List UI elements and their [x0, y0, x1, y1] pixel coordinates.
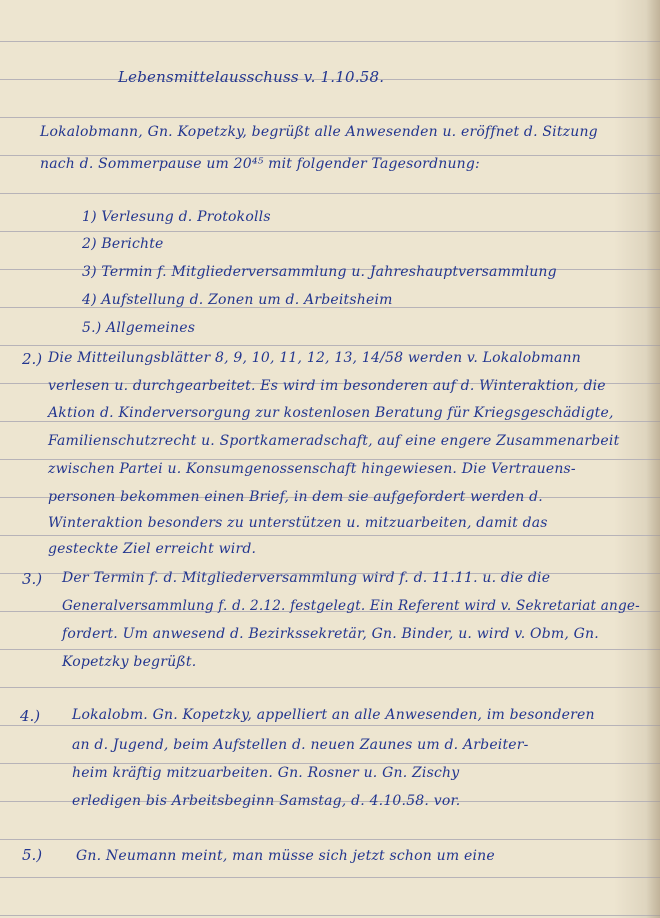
section-2-line-1: Die Mitteilungsblätter 8, 9, 10, 11, 12, 13, 14/58 werden v. Lokalobmann — [48, 350, 581, 366]
agenda-item-3: 3) Termin f. Mitgliederversammlung u. Jahreshauptversammlung — [82, 264, 557, 280]
section-4-line-2: an d. Jugend, beim Aufstellen d. neuen Zaunes um d. Arbeiter- — [72, 737, 529, 753]
agenda-item-4: 4) Aufstellung d. Zonen um d. Arbeitsheim — [82, 292, 393, 308]
section-2-line-4: Familienschutzrecht u. Sportkameradschaft, auf eine engere Zusammenarbeit — [48, 433, 620, 449]
section-2-line-7: Winteraktion besonders zu unterstützen u. mitzuarbeiten, damit das — [48, 515, 548, 531]
section-4-line-4: erledigen bis Arbeitsbeginn Samstag, d. 4.10.58. vor. — [72, 793, 461, 809]
section-3-line-3: fordert. Um anwesend d. Bezirkssekretär, Gn. Binder, u. wird v. Obm, Gn. — [62, 626, 599, 642]
section-2-line-8: gesteckte Ziel erreicht wird. — [48, 541, 257, 557]
section-3-line-2: Generalversammlung f. d. 2.12. festgelegt. Ein Referent wird v. Sekretariat ange- — [62, 598, 640, 614]
section-2-line-6: personen bekommen einen Brief, in dem sie aufgefordert werden d. — [48, 489, 543, 505]
agenda-item-2: 2) Berichte — [82, 236, 164, 252]
section-number-2: 2.) — [22, 350, 43, 368]
section-3-line-1: Der Termin f. d. Mitgliederversammlung wird f. d. 11.11. u. die die — [62, 570, 551, 586]
section-2-line-5: zwischen Partei u. Konsumgenossenschaft hingewiesen. Die Vertrauens- — [48, 461, 576, 477]
intro-line-2: nach d. Sommerpause um 20⁴⁵ mit folgender Tagesordnung: — [40, 156, 480, 172]
section-4-line-3: heim kräftig mitzuarbeiten. Gn. Rosner u. Gn. Zischy — [72, 765, 460, 781]
section-number-3: 3.) — [22, 570, 43, 588]
agenda-item-1: 1) Verlesung d. Protokolls — [82, 209, 271, 225]
intro-line-1: Lokalobmann, Gn. Kopetzky, begrüßt alle Anwesenden u. eröffnet d. Sitzung — [40, 124, 598, 140]
section-number-5: 5.) — [22, 846, 43, 864]
agenda-item-5: 5.) Allgemeines — [82, 320, 196, 336]
section-5-line-1: Gn. Neumann meint, man müsse sich jetzt schon um eine — [76, 848, 495, 864]
section-2-line-3: Aktion d. Kinderversorgung zur kostenlosen Beratung für Kriegsgeschädigte, — [48, 405, 614, 421]
page-title: Lebensmittelausschuss v. 1.10.58. — [118, 68, 385, 86]
section-4-line-1: Lokalobm. Gn. Kopetzky, appelliert an alle Anwesenden, im besonderen — [72, 707, 595, 723]
page-edge-shadow — [646, 0, 660, 918]
section-2-line-2: verlesen u. durchgearbeitet. Es wird im besonderen auf d. Winteraktion, die — [48, 378, 606, 394]
section-3-line-4: Kopetzky begrüßt. — [62, 654, 197, 670]
section-number-4: 4.) — [20, 707, 41, 725]
